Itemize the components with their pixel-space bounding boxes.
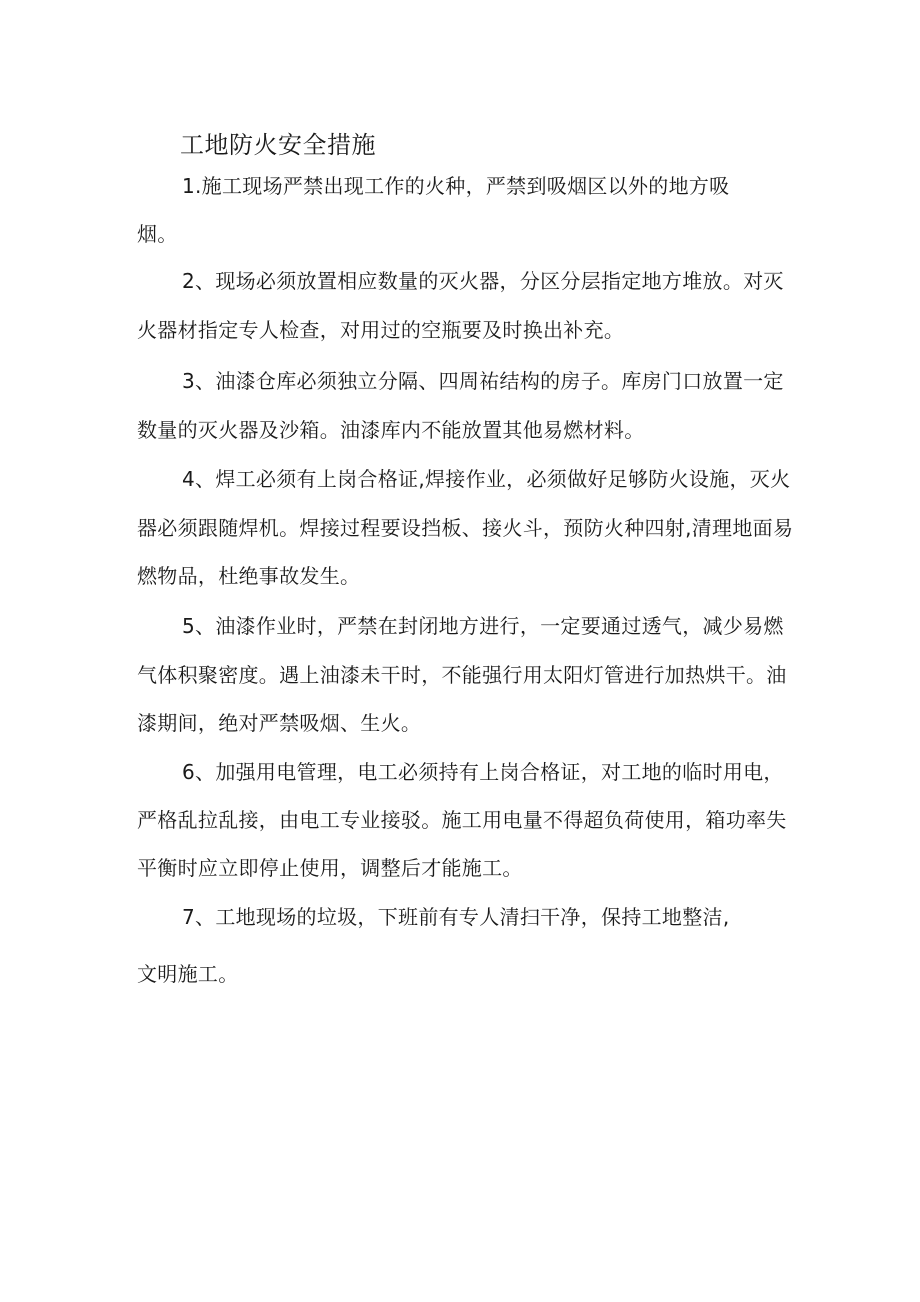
page-title: 工地防火安全措施 <box>180 131 376 159</box>
paragraph-6-line-1: 6、加强用电管理，电工必须持有上岗合格证，对工地的临时用电， <box>182 760 784 784</box>
paragraph-3-line-1: 3、油漆仓库必须独立分隔、四周祐结构的房子。库房门口放置一定 <box>182 369 784 393</box>
paragraph-6-line-3: 平衡时应立即停止使用，调整后才能施工。 <box>137 856 523 880</box>
paragraph-4-line-3: 燃物品，杜绝事故发生。 <box>137 564 361 588</box>
paragraph-2-line-2: 火器材指定专人检查，对用过的空瓶要及时换出补充。 <box>137 318 625 342</box>
paragraph-2-line-1: 2、现场必须放置相应数量的灭火器，分区分层指定地方堆放。对灭 <box>182 269 784 293</box>
paragraph-7-line-2: 文明施工。 <box>137 962 239 986</box>
paragraph-1-line-2: 烟。 <box>137 222 178 246</box>
paragraph-5-line-2: 气体积聚密度。遇上油漆未干时，不能强行用太阳灯管进行加热烘干。油 <box>137 663 787 687</box>
paragraph-5-line-1: 5、油漆作业时，严禁在封闭地方进行，一定要通过透气，减少易燃 <box>182 614 784 638</box>
paragraph-5-line-3: 漆期间，绝对严禁吸烟、生火。 <box>137 711 422 735</box>
paragraph-7-line-1: 7、工地现场的垃圾，下班前有专人清扫干净，保持工地整洁, <box>182 905 730 929</box>
paragraph-1-line-1: 1.施工现场严禁出现工作的火种，严禁到吸烟区以外的地方吸 <box>182 174 730 198</box>
paragraph-4-line-2: 器必须跟随焊机。焊接过程要设挡板、接火斗，预防火种四射,清理地面易 <box>137 516 794 540</box>
paragraph-6-line-2: 严格乱拉乱接，由电工专业接驳。施工用电量不得超负荷使用，箱功率失 <box>137 808 787 832</box>
paragraph-4-line-1: 4、焊工必须有上岗合格证,焊接作业，必须做好足够防火设施，灭火 <box>182 467 791 491</box>
paragraph-3-line-2: 数量的灭火器及沙箱。油漆库内不能放置其他易燃材料。 <box>137 418 645 442</box>
